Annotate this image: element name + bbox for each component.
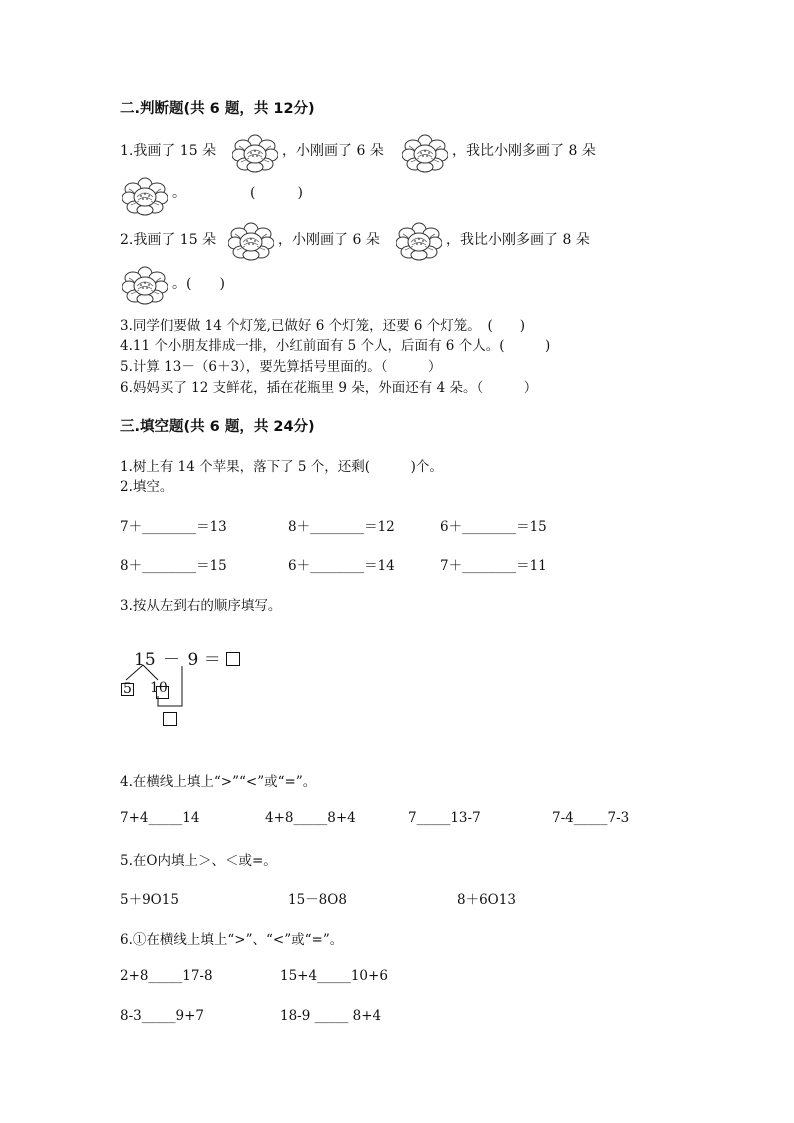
question-2-2-part2: ，小刚画了 6 朵 (278, 232, 380, 248)
compare-line-4[interactable]: 18-9 _____ 8+4 (280, 1008, 382, 1024)
compare-blank-4[interactable]: 7-4_____7-3 (552, 810, 630, 826)
flower-icon (122, 266, 168, 306)
question-3-3: 3.按从左到右的顺序填写。 (120, 598, 282, 614)
question-2-1-part2: ，小刚画了 6 朵 (282, 143, 384, 159)
flower-icon (122, 177, 168, 217)
question-2-4: 4.11 个小朋友排成一排，小红前面有 5 个人，后面有 6 个人。( ) (120, 338, 551, 354)
answer-paren[interactable]: ( ) (250, 185, 303, 201)
question-2-6: 6.妈妈买了 12 支鲜花，插在花瓶里 9 朵，外面还有 4 朵。（ ） (120, 380, 538, 396)
circle-compare-2[interactable]: 15－8O8 (288, 892, 347, 908)
split-left-box[interactable]: 5 (121, 680, 134, 696)
question-2-1-part3: ，我比小刚多画了 8 朵 (452, 143, 596, 159)
compare-line-1[interactable]: 2+8_____17-8 (120, 968, 213, 984)
question-2-1-part1: 1.我画了 15 朵 (120, 143, 217, 159)
section2-title: 二.判断题(共 6 题，共 12分) (120, 101, 315, 117)
minuend: 15 (134, 650, 156, 670)
fill-blank-5[interactable]: 6＋________＝14 (288, 558, 395, 574)
circle-compare-1[interactable]: 5＋9O15 (120, 892, 179, 908)
question-3-1: 1.树上有 14 个苹果，落下了 5 个，还剩( )个。 (120, 459, 443, 475)
compare-line-2[interactable]: 15+4_____10+6 (280, 968, 388, 984)
question-2-2-part1: 2.我画了 15 朵 (120, 232, 217, 248)
result-box[interactable] (163, 710, 177, 729)
flower-icon (228, 222, 274, 262)
question-3-6: 6.①在横线上填上“>”、“<”或“=”。 (120, 932, 344, 948)
split-right-box[interactable] (156, 683, 169, 702)
compare-blank-3[interactable]: 7_____13-7 (408, 810, 481, 826)
question-2-2-part3: ，我比小刚多画了 8 朵 (446, 232, 590, 248)
fill-blank-3[interactable]: 6＋________＝15 (440, 519, 547, 535)
flower-icon (396, 222, 442, 262)
minus-sign: － (163, 650, 181, 670)
section3-title: 三.填空题(共 6 题，共 24分) (120, 419, 315, 435)
fill-blank-4[interactable]: 8＋________＝15 (120, 558, 227, 574)
flower-icon (232, 134, 278, 174)
question-3-4: 4.在横线上填上“>”“<”或“=”。 (120, 774, 317, 790)
compare-blank-2[interactable]: 4+8_____8+4 (265, 810, 356, 826)
question-2-1-part4: 。 (172, 185, 186, 201)
fill-blank-2[interactable]: 8＋________＝12 (288, 519, 395, 535)
split-right-number: 10 (150, 680, 168, 696)
question-3-5: 5.在O内填上＞、＜或=。 (120, 853, 277, 869)
question-3-2: 2.填空。 (120, 479, 174, 495)
fill-blank-1[interactable]: 7＋________＝13 (120, 519, 227, 535)
fill-blank-6[interactable]: 7＋________＝11 (440, 558, 547, 574)
compare-blank-1[interactable]: 7+4_____14 (120, 810, 200, 826)
answer-box[interactable] (226, 652, 240, 666)
question-2-3: 3.同学们要做 14 个灯笼,已做好 6 个灯笼，还要 6 个灯笼。 ( ) (120, 318, 526, 334)
question-2-2-part4: 。( ) (172, 276, 225, 292)
compare-line-3[interactable]: 8-3_____9+7 (120, 1008, 204, 1024)
circle-compare-3[interactable]: 8＋6O13 (457, 892, 516, 908)
question-2-5: 5.计算 13－（6＋3），要先算括号里面的。（ ） (120, 359, 442, 375)
equals-sign: ＝ (203, 650, 221, 670)
flower-icon (402, 134, 448, 174)
subtrahend: 9 (187, 650, 199, 670)
